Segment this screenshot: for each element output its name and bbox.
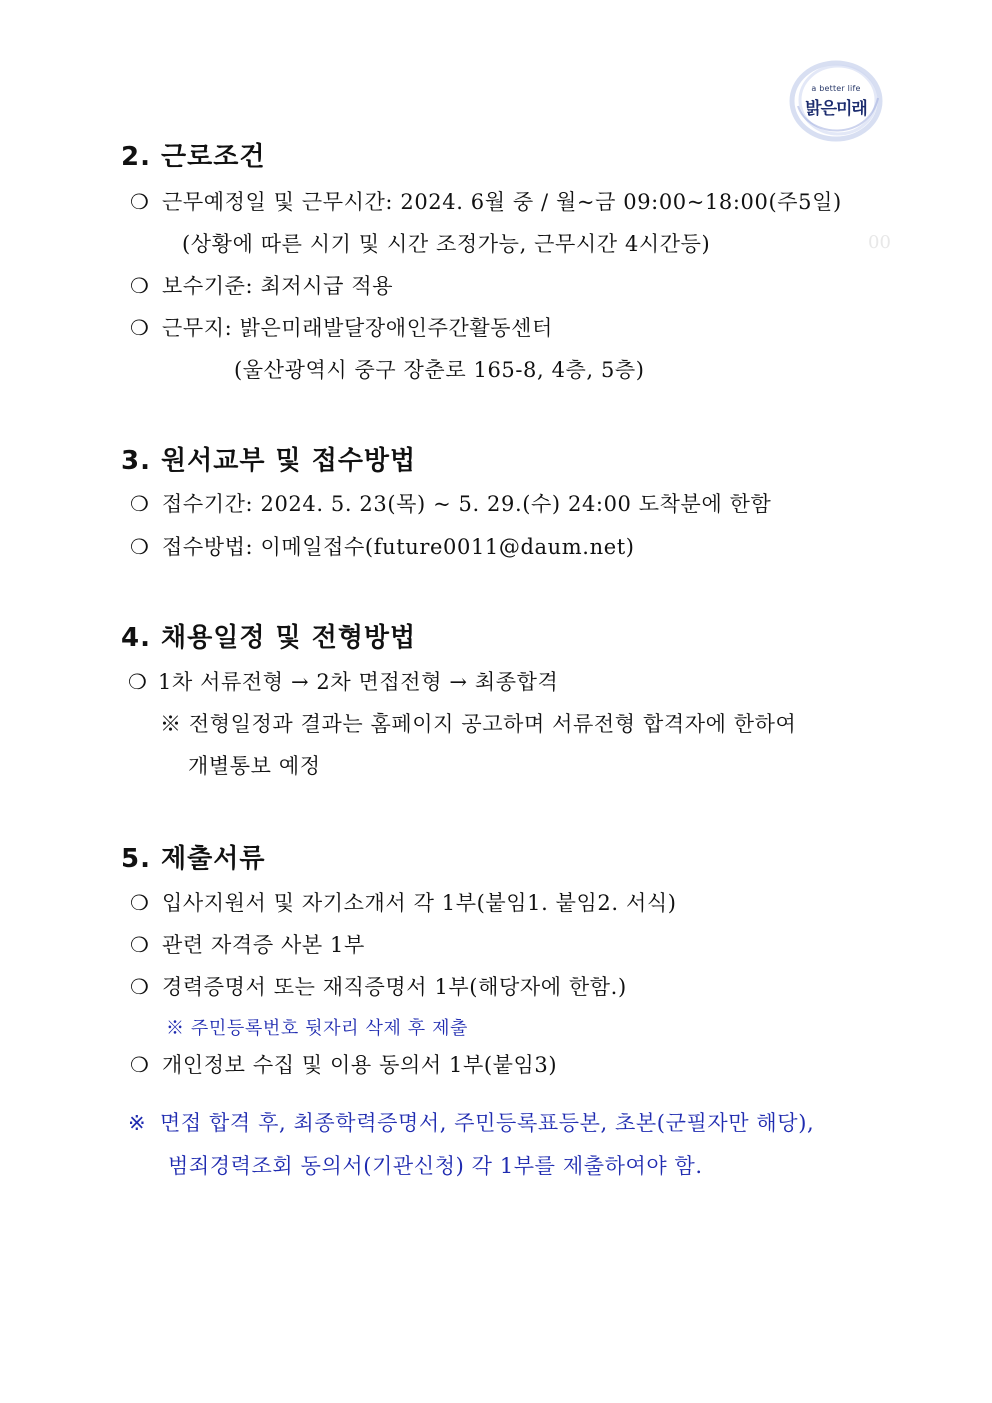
bullet-icon: ❍ [130,535,150,559]
selection-schedule-note: ※ 전형일정과 결과는 홈페이지 공고하며 서류전형 합격자에 한하여 [160,712,797,736]
pay-standard-text: 보수기준: 최저시급 적용 [162,274,394,298]
section-5-item-2 [130,929,365,959]
career-certificate-text: 경력증명서 또는 재직증명서 1부(해당자에 한함.) [162,975,627,999]
workplace-address: (울산광역시 중구 장춘로 165-8, 4층, 5층) [234,358,645,382]
section-4-item-1 [128,666,558,696]
final-note-text-1: 면접 합격 후, 최종학력증명서, 주민등록표등본, 초본(군필자만 해당), [160,1111,815,1135]
bullet-icon: ❍ [130,316,150,340]
individual-notice-text: 개별통보 예정 [188,754,321,778]
bullet-icon: ❍ [130,492,150,516]
section-5-item-4 [130,1049,557,1079]
certificate-copy-text: 관련 자격증 사본 1부 [162,933,365,957]
final-note-line-2: 범죄경력조회 동의서(기관신청) 각 1부를 제출하여야 함. [168,1154,703,1178]
section-2-heading: 2. 근로조건 [121,142,266,172]
section-5-heading: 5. 제출서류 [121,844,266,874]
section-2-item-1 [130,186,842,216]
work-schedule-text: 근무예정일 및 근무시간: 2024. 6월 중 / 월~금 09:00~18:00(주5일) [162,190,842,214]
logo-tagline: a better life [811,84,861,93]
section-3-item-1 [130,488,771,518]
section-5-item-3 [130,971,627,1001]
bullet-icon: ❍ [128,670,148,694]
id-number-note: ※ 주민등록번호 뒷자리 삭제 후 제출 [166,1018,469,1039]
section-2-item-2 [130,270,393,300]
bullet-icon: ❍ [130,190,150,214]
reference-mark: ※ [128,1111,147,1135]
bullet-icon: ❍ [130,933,150,957]
bullet-icon: ❍ [130,1053,150,1077]
application-method-text: 접수방법: 이메일접수(future0011@daum.net) [162,535,635,559]
section-2-item-3 [130,312,553,342]
workplace-text: 근무지: 밝은미래발달장애인주간활동센터 [162,316,553,340]
logo-name: 밝은미래 [805,99,867,119]
application-period-text: 접수기간: 2024. 5. 23(목) ~ 5. 29.(수) 24:00 도착분에 한함 [162,492,772,516]
final-note-line-1 [128,1107,814,1137]
bullet-icon: ❍ [130,891,150,915]
bullet-icon: ❍ [130,274,150,298]
faint-text: 00 [868,232,891,253]
section-5-item-1 [130,887,677,917]
section-3-item-2 [130,531,635,561]
section-4-heading: 4. 채용일정 및 전형방법 [121,623,417,653]
selection-process-text: 1차 서류전형 → 2차 면접전형 → 최종합격 [158,670,559,694]
section-3-heading: 3. 원서교부 및 접수방법 [121,446,417,476]
application-form-text: 입사지원서 및 자기소개서 각 1부(붙임1. 붙임2. 서식) [162,891,677,915]
logo [788,58,884,144]
bullet-icon: ❍ [130,975,150,999]
privacy-consent-text: 개인정보 수집 및 이용 동의서 1부(붙임3) [162,1053,558,1077]
section-2-item-1-detail: (상황에 따른 시기 및 시간 조정가능, 근무시간 4시간등) [182,232,711,256]
